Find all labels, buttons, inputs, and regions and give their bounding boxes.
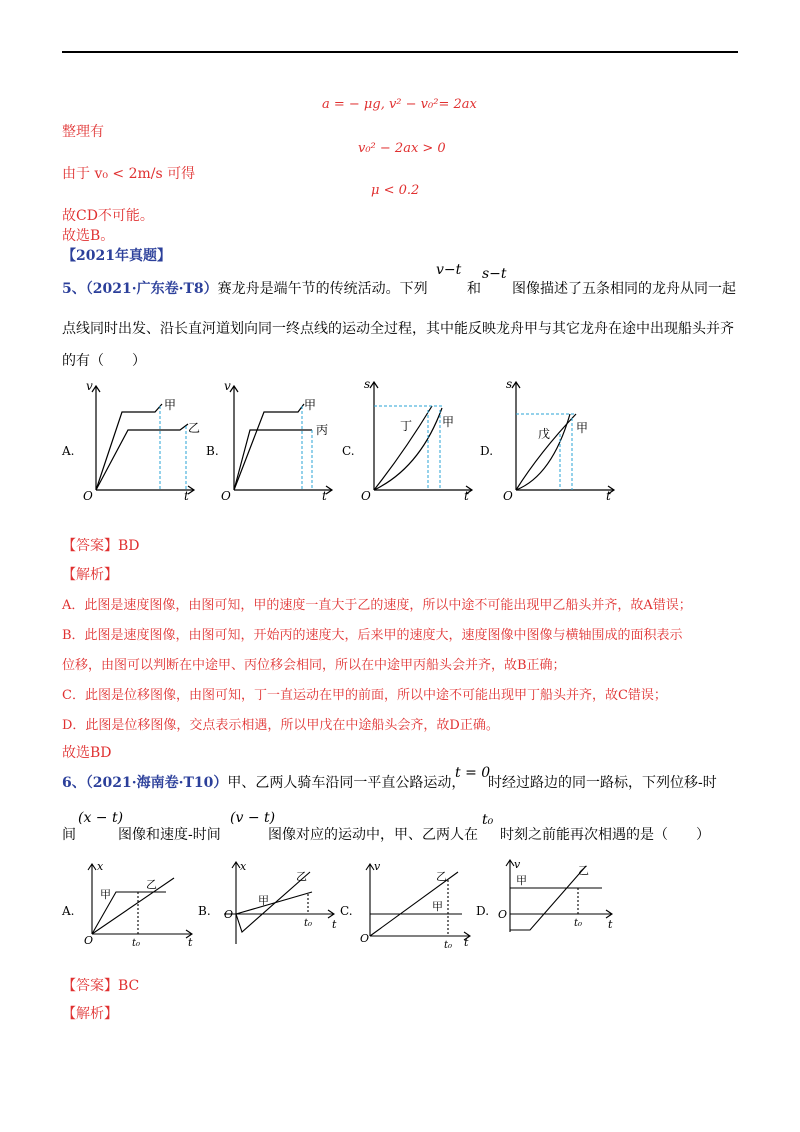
q5a-label-jia: 甲 <box>164 398 177 412</box>
q5d-axis-y: s <box>506 377 513 391</box>
q6c-t0: t₀ <box>444 940 453 950</box>
cd-text: 故CD不可能。 <box>62 208 154 224</box>
q6d-t0: t₀ <box>574 918 583 929</box>
q5-source: （2021·广东卷·T8） <box>85 281 218 297</box>
q5c-origin: O <box>361 489 371 503</box>
zhengli-text: 整理有 <box>62 124 104 140</box>
q5a-axis-y: v <box>86 379 93 393</box>
q6b-axis-x: t <box>332 918 337 931</box>
equation-2: v₀² − 2ax > 0 <box>358 141 446 156</box>
q5-graph-a <box>80 372 202 504</box>
q6-option-b-letter: B. <box>198 904 211 918</box>
q6a-label-jia: 甲 <box>100 888 111 901</box>
q6b-label-yi: 乙 <box>296 870 307 883</box>
q6-option-c-letter: C. <box>340 904 353 918</box>
q6a-origin: O <box>84 934 94 947</box>
q5-line1 <box>62 278 428 298</box>
q5-text-b: 图像描述了五条相同的龙舟从同一起 <box>512 281 736 297</box>
equation-1: a = − μg, v² − v₀²= 2ax <box>322 97 477 112</box>
q5c-label-jia: 甲 <box>442 415 455 429</box>
q6-jiexi: 【解析】 <box>62 1006 118 1022</box>
q6-graph-a <box>80 858 198 950</box>
q5b-label-jia: 甲 <box>304 398 317 412</box>
q5c-axis-x: t <box>464 489 469 503</box>
q5-exp-a: A．此图是速度图像，由图可知，甲的速度一直大于乙的速度，所以中途不可能出现甲乙船头并齐，故A错误； <box>62 598 692 613</box>
q5-sym-vt: v−t <box>436 262 462 278</box>
q6d-axis-y: v <box>514 858 521 871</box>
q6a-label-yi: 乙 <box>146 878 157 891</box>
q6c-origin: O <box>360 932 370 945</box>
q6-t0: t₀ <box>482 812 494 828</box>
q6-line2-c: 图像对应的运动中，甲、乙两人在 <box>268 827 478 843</box>
section-title: 【2021年真题】 <box>62 248 171 264</box>
q6c-label-yi: 乙 <box>436 870 447 883</box>
q5-sym-st: s−t <box>482 266 507 282</box>
q6-line1 <box>62 772 465 792</box>
q5-line2: 点线同时出发、沿长直河道划向同一终点线的运动全过程，其中能反映龙舟甲与其它龙舟在途中出现船头并齐 <box>62 321 734 337</box>
q5-option-a-letter: A. <box>62 444 75 458</box>
q5-text-a: 赛龙舟是端午节的传统活动。下列 <box>217 281 428 297</box>
q6b-label-jia: 甲 <box>258 894 269 907</box>
q5-graph-d <box>500 372 622 504</box>
q5d-label-jia: 甲 <box>576 421 589 435</box>
q5-line3: 的有（ ） <box>62 353 146 369</box>
q5b-axis-x: t <box>322 489 327 503</box>
q6c-label-jia: 甲 <box>432 900 443 913</box>
q6-graph-b <box>220 858 340 950</box>
equation-3: μ < 0.2 <box>371 183 420 198</box>
q6a-axis-y: x <box>97 860 104 873</box>
q6c-axis-y: v <box>374 860 381 873</box>
q5b-label-bing: 丙 <box>316 423 329 437</box>
q6-text-a: 甲、乙两人骑车沿同一平直公路运动， <box>227 775 466 791</box>
q6c-axis-x: t <box>464 936 469 949</box>
q5d-label-wu: 戊 <box>538 427 551 441</box>
q6b-origin: O <box>224 908 234 921</box>
q6d-label-jia: 甲 <box>516 874 527 887</box>
q6a-axis-x: t <box>188 936 193 949</box>
q5-conclusion: 故选BD <box>62 745 112 761</box>
q5-exp-d: D．此图是位移图像，交点表示相遇，所以甲戊在中途船头会齐，故D正确。 <box>62 718 499 733</box>
q6-source: （2021·海南卷·T10） <box>85 775 228 791</box>
q6-text-b: 时经过路边的同一路标，下列位移-时 <box>488 775 717 791</box>
q6-t-eq: t = 0 <box>455 765 491 781</box>
youyu-text: 由于 v₀ < 2m/s 可得 <box>62 166 196 182</box>
q5a-label-yi: 乙 <box>188 421 201 435</box>
q5d-axis-x: t <box>606 489 611 503</box>
q6-option-d-letter: D. <box>476 904 490 918</box>
q6-line2-d: 时刻之前能再次相遇的是（ ） <box>500 827 710 843</box>
q6-line2-a: 间 <box>62 827 76 843</box>
q5-option-c-letter: C. <box>342 444 355 458</box>
q6-line2-b: 图像和速度-时间 <box>118 827 221 843</box>
q5d-origin: O <box>503 489 513 503</box>
q5c-label-ding: 丁 <box>400 419 413 433</box>
xuan-b-text: 故选B。 <box>62 228 115 244</box>
q5-graph-b <box>218 372 340 504</box>
q5-option-d-letter: D. <box>480 444 494 458</box>
q6-sym-xt: (x − t) <box>78 810 124 826</box>
q6d-axis-x: t <box>608 918 613 931</box>
q6b-t0: t₀ <box>304 918 313 929</box>
q5-number: 5、 <box>62 281 86 297</box>
q5-jiexi: 【解析】 <box>62 567 118 583</box>
q5-option-b-letter: B. <box>206 444 219 458</box>
q6-graph-d <box>496 856 620 950</box>
q5-answer: 【答案】BD <box>62 538 140 554</box>
q6-number: 6、 <box>62 775 86 791</box>
q5b-origin: O <box>221 489 231 503</box>
q5-he: 和 <box>467 281 481 297</box>
q6-answer: 【答案】BC <box>62 978 140 994</box>
q5-graph-c <box>358 372 480 504</box>
q5c-axis-y: s <box>364 377 371 391</box>
q6d-label-yi: 乙 <box>578 864 589 877</box>
q5a-axis-x: t <box>184 489 189 503</box>
q6-option-a-letter: A. <box>62 904 75 918</box>
q6-graph-c <box>358 858 478 950</box>
q5-exp-b1: B．此图是速度图像，由图可知，开始丙的速度大，后来甲的速度大，速度图像中图像与横轴围成的面积表示 <box>62 628 683 643</box>
q5-exp-b2: 位移，由图可以判断在中途甲、丙位移会相同，所以在中途甲丙船头会并齐，故B正确； <box>62 658 566 673</box>
q6a-t0: t₀ <box>132 938 141 949</box>
q5b-axis-y: v <box>224 379 231 393</box>
q6b-axis-y: x <box>240 860 247 873</box>
q6d-origin: O <box>498 908 508 921</box>
q6-sym-vt: (v − t) <box>230 810 276 826</box>
q5-exp-c: C．此图是位移图像，由图可知，丁一直运动在甲的前面，所以中途不可能出现甲丁船头并齐，故C错误； <box>62 688 667 703</box>
header-rule <box>62 51 738 53</box>
q5a-origin: O <box>83 489 93 503</box>
